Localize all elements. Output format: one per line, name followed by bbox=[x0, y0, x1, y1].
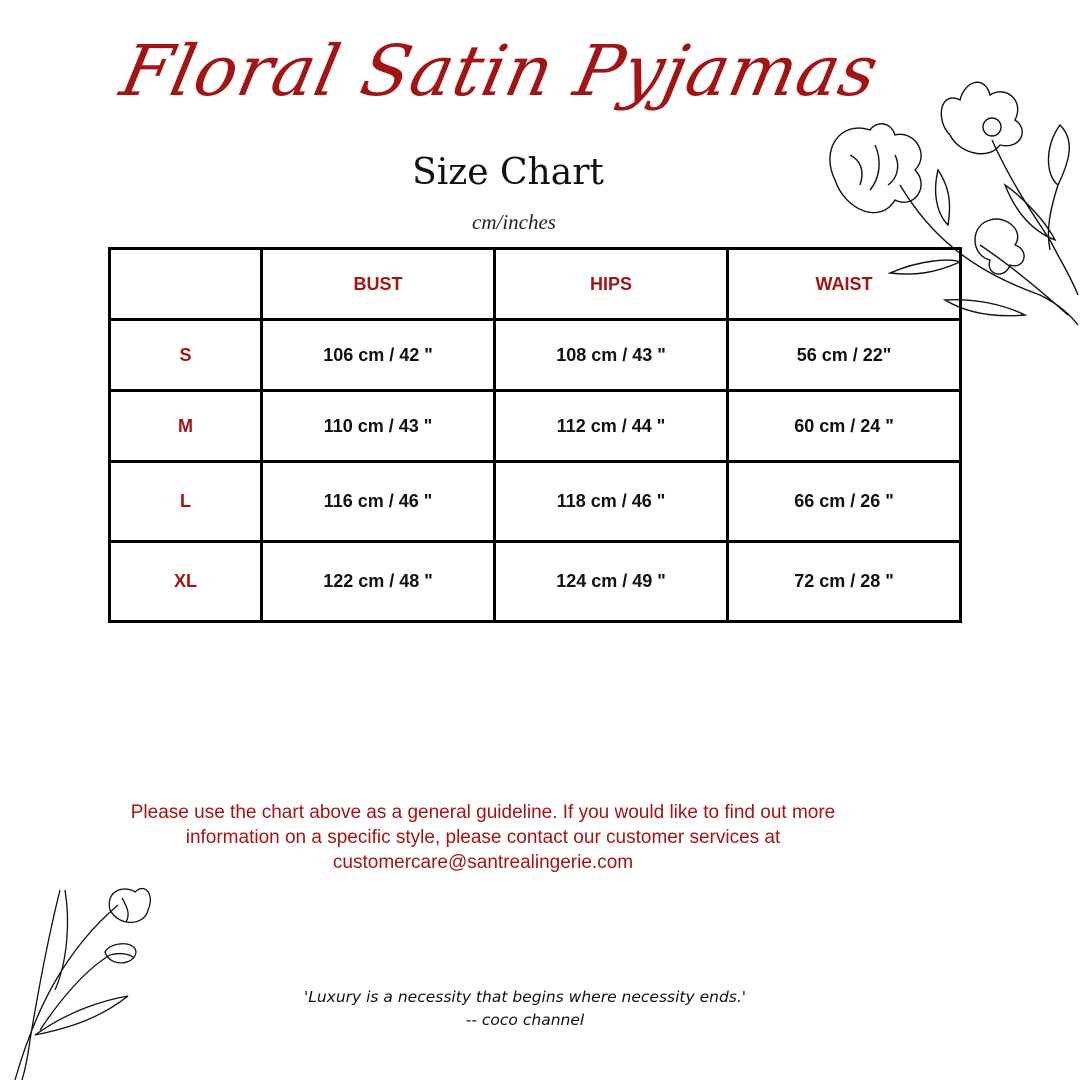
bust-value: 110 cm / 43 " bbox=[262, 391, 495, 462]
table-row bbox=[110, 462, 961, 542]
quote-block bbox=[280, 986, 770, 1032]
hips-value: 118 cm / 46 " bbox=[495, 462, 728, 542]
units-label: cm/inches bbox=[472, 210, 556, 234]
guideline-text: Please use the chart above as a general guideline. If you would like to find out more information on a specific style, please contact our customer services at customercare@santrealingerie.com bbox=[130, 802, 836, 873]
hips-value: 108 cm / 43 " bbox=[495, 320, 728, 391]
waist-value: 56 cm / 22" bbox=[728, 320, 961, 391]
quote-author: -- coco channel bbox=[465, 1011, 585, 1029]
size-label: XL bbox=[110, 542, 262, 622]
header-cell-hips: HIPS bbox=[495, 249, 728, 320]
size-label: L bbox=[110, 462, 262, 542]
size-chart-heading: Size Chart bbox=[412, 152, 604, 193]
hips-value: 112 cm / 44 " bbox=[495, 391, 728, 462]
table-row bbox=[110, 542, 961, 622]
size-label: M bbox=[110, 391, 262, 462]
table-row bbox=[110, 320, 961, 391]
bust-value: 116 cm / 46 " bbox=[262, 462, 495, 542]
tulip-line-art-bottom-left-icon bbox=[10, 880, 160, 1080]
bust-value: 122 cm / 48 " bbox=[262, 542, 495, 622]
hips-value: 124 cm / 49 " bbox=[495, 542, 728, 622]
header-cell-bust: BUST bbox=[262, 249, 495, 320]
waist-value: 66 cm / 26 " bbox=[728, 462, 961, 542]
header-cell-waist: WAIST bbox=[728, 249, 961, 320]
table-row bbox=[110, 391, 961, 462]
waist-value: 72 cm / 28 " bbox=[728, 542, 961, 622]
table-header-row bbox=[110, 249, 961, 320]
page-title: Floral Satin Pyjamas bbox=[113, 30, 887, 112]
size-table bbox=[108, 247, 962, 623]
waist-value: 60 cm / 24 " bbox=[728, 391, 961, 462]
quote-text: 'Luxury is a necessity that begins where necessity ends.' bbox=[303, 988, 747, 1006]
size-label: S bbox=[110, 320, 262, 391]
bust-value: 106 cm / 42 " bbox=[262, 320, 495, 391]
header-cell-empty bbox=[110, 249, 262, 320]
